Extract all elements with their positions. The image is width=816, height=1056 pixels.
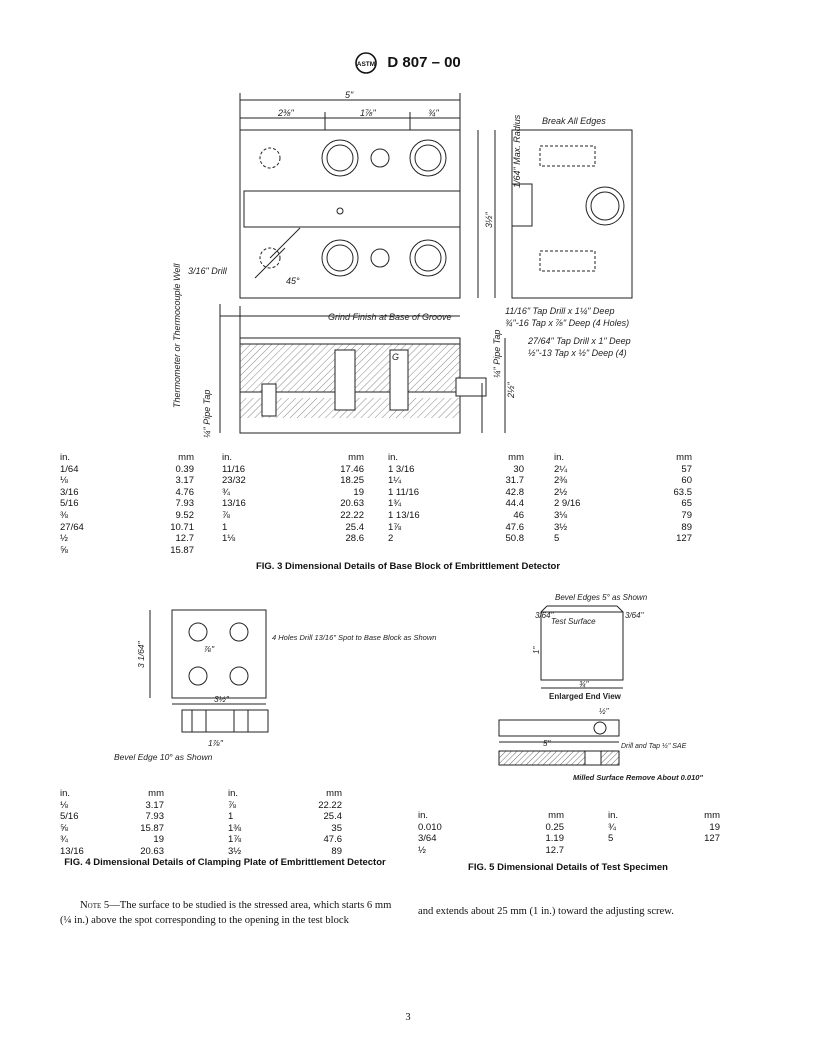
fig3-break-edges: Break All Edges bbox=[542, 116, 606, 126]
fig4-table-cell: 20.63 bbox=[140, 846, 164, 857]
fig4-table-cell: 3½ bbox=[228, 846, 242, 857]
fig3-pipe-tap-b: ¼" Pipe Tap bbox=[492, 329, 502, 378]
fig3-table-cell: 4.76 bbox=[175, 486, 194, 498]
fig3-table-cell: 44.4 bbox=[505, 498, 524, 510]
fig4-table-cell: 7.93 bbox=[145, 811, 164, 823]
fig3-thermo: Thermometer or Thermocouple Well bbox=[172, 263, 182, 408]
fig5-table-cell: 1.19 bbox=[545, 833, 564, 845]
fig5-table-cell: 12.7 bbox=[545, 844, 564, 856]
fig3-tap2: ¾"-16 Tap x ⅞" Deep (4 Holes) bbox=[505, 318, 630, 328]
fig3-table-cell: 20.63 bbox=[340, 498, 364, 510]
fig3-table-cell: ⅞ bbox=[222, 510, 230, 521]
fig4-table-cell: 35 bbox=[331, 822, 342, 834]
fig3-dim-d2: 1⅞" bbox=[360, 108, 376, 118]
fig4-table-header: mm bbox=[148, 788, 164, 799]
fig3-tap1: 11/16" Tap Drill x 1¼" Deep bbox=[505, 306, 615, 316]
fig3-table-cell: 42.8 bbox=[505, 486, 524, 498]
fig3-table-cell: 1 3/16 bbox=[388, 463, 415, 475]
fig4-bevel: Bevel Edge 10° as Shown bbox=[114, 752, 213, 762]
fig4-table-cell: 3.17 bbox=[145, 799, 164, 811]
fig5-half: ½" bbox=[599, 707, 609, 716]
fig3-table-header: in. bbox=[554, 452, 565, 463]
fig3-g-label: G bbox=[392, 352, 400, 362]
fig3-table-cell: 2⅜ bbox=[554, 475, 568, 487]
fig3-drill: 3/16" Drill bbox=[188, 266, 227, 276]
fig3-table-cell: 1 bbox=[222, 521, 228, 533]
fig3-table-cell: ½ bbox=[60, 533, 68, 545]
fig5-table-header: in. bbox=[608, 810, 619, 821]
fig3-table-cell: 1¾ bbox=[388, 498, 402, 510]
fig3-dim-d1: 2⅜" bbox=[278, 108, 294, 118]
fig5-table-header: mm bbox=[548, 810, 564, 821]
page-number: 3 bbox=[405, 1012, 411, 1023]
fig3-table-cell: 1/64 bbox=[60, 463, 79, 475]
fig3-dim-d3: ¾" bbox=[428, 108, 439, 118]
fig3-grind: Grind Finish at Base of Groove bbox=[328, 312, 452, 322]
fig3-table-cell: 7.93 bbox=[175, 498, 194, 510]
fig4-table-header: in. bbox=[228, 788, 239, 799]
fig3-table-cell: 2½ bbox=[554, 486, 568, 498]
note-5-text-right: and extends about 25 mm (1 in.) toward the adjusting screw. bbox=[418, 906, 674, 917]
fig3-table-cell: 3.17 bbox=[175, 475, 194, 487]
fig3-dim-overall: 5" bbox=[345, 90, 354, 100]
fig3-angle: 45° bbox=[286, 276, 300, 286]
fig3-table-cell: 60 bbox=[681, 475, 692, 487]
fig4-table-cell: 1⅜ bbox=[228, 822, 242, 834]
fig3-table-cell: 9.52 bbox=[175, 510, 194, 521]
fig3-h2: 3½" bbox=[484, 212, 494, 228]
fig4-table-header: mm bbox=[326, 788, 342, 799]
fig3-table-header: mm bbox=[178, 452, 194, 463]
fig5-table-cell: 0.25 bbox=[545, 821, 564, 833]
fig5-table-header: in. bbox=[418, 810, 429, 821]
fig5-end-view: Enlarged End View bbox=[549, 692, 621, 701]
fig3-table-cell: 25.4 bbox=[345, 521, 364, 533]
fig3-table-header: mm bbox=[676, 452, 692, 463]
fig4-table bbox=[60, 788, 380, 858]
fig5-table-cell: ¾ bbox=[608, 821, 616, 833]
fig3-table-cell: 30 bbox=[513, 463, 524, 475]
fig3-table-cell: 17.46 bbox=[340, 463, 364, 475]
fig5-drill: Drill and Tap ½" SAE bbox=[621, 743, 687, 750]
fig3-table-cell: 46 bbox=[513, 510, 524, 521]
fig4-table-cell: 5/16 bbox=[60, 811, 79, 823]
astm-logo-icon bbox=[355, 52, 377, 74]
note-5-label: Note 5 bbox=[80, 900, 110, 911]
note-5-text-left: —The surface to be studied is the stressed area, which starts 6 mm (¼ in.) above the spot corresponding to the opening in the test block bbox=[60, 900, 392, 926]
fig3-table-cell: 3/16 bbox=[60, 486, 79, 498]
fig5-table-cell: 3/64 bbox=[418, 833, 437, 845]
fig5-table-header: mm bbox=[704, 810, 720, 821]
fig4-table-cell: 1 bbox=[228, 811, 234, 823]
fig3-table-cell: 31.7 bbox=[505, 475, 524, 487]
fig4-caption: FIG. 4 Dimensional Details of Clamping Plate of Embrittlement Detector bbox=[64, 857, 386, 868]
fig3-table-cell: 3½ bbox=[554, 521, 568, 533]
fig3-pipe-tap-a: ¼" Pipe Tap bbox=[202, 389, 212, 438]
fig3-table-cell: 65 bbox=[681, 498, 692, 510]
svg-text:ASTM: ASTM bbox=[357, 61, 376, 68]
fig3-table-cell: 79 bbox=[681, 510, 692, 521]
page-header bbox=[0, 52, 816, 74]
fig3-table-cell: 1 11/16 bbox=[388, 486, 419, 498]
fig4-table-cell: 22.22 bbox=[318, 799, 342, 811]
note-5-right bbox=[418, 904, 758, 919]
fig3-table-header: in. bbox=[60, 452, 71, 463]
fig4-b: 1⅞" bbox=[208, 738, 223, 748]
fig3-table-header: in. bbox=[388, 452, 399, 463]
document-code: D 807 – 00 bbox=[387, 53, 461, 71]
fig3-table-cell: ⅜ bbox=[60, 510, 68, 521]
fig3-table-cell: 23/32 bbox=[222, 475, 246, 487]
fig3-table-cell: 3⅛ bbox=[554, 510, 568, 521]
fig3-table-header: mm bbox=[348, 452, 364, 463]
fig3-table-cell: ¾ bbox=[222, 486, 230, 498]
fig3-table-cell: ⅝ bbox=[60, 544, 68, 556]
fig5-caption: FIG. 5 Dimensional Details of Test Specimen bbox=[468, 862, 668, 873]
fig5-e1: 3/64" bbox=[535, 611, 554, 620]
fig3-table bbox=[60, 452, 760, 562]
fig3-table-cell: ⅛ bbox=[60, 475, 68, 487]
fig4-width: 3½" bbox=[214, 694, 229, 704]
fig3-table-cell: 13/16 bbox=[222, 498, 246, 510]
fig4-table-cell: 13/16 bbox=[60, 846, 84, 857]
fig3-table-header: in. bbox=[222, 452, 233, 463]
fig3-table-cell: 57 bbox=[681, 463, 692, 475]
fig5-drawing bbox=[495, 592, 703, 797]
fig3-table-cell: 22.22 bbox=[340, 510, 364, 521]
fig3-table-cell: 89 bbox=[681, 521, 692, 533]
fig3-table-cell: 2 bbox=[388, 533, 394, 545]
fig5-test-surface: Test Surface bbox=[551, 617, 596, 626]
fig4-table-cell: 89 bbox=[331, 846, 342, 857]
fig4-drawing bbox=[110, 598, 437, 773]
fig4-table-cell: 19 bbox=[153, 834, 164, 846]
fig3-table-cell: 28.6 bbox=[345, 533, 364, 545]
fig3-h1: 2½" bbox=[506, 382, 516, 398]
fig4-table-cell: 25.4 bbox=[323, 811, 342, 823]
fig3-table-cell: 5 bbox=[554, 533, 560, 545]
fig3-table-cell: 1⅛ bbox=[222, 533, 236, 545]
fig4-table-cell: ⅝ bbox=[60, 822, 68, 834]
fig5-table-cell: 19 bbox=[709, 821, 720, 833]
fig3-radius: 1/64" Max. Radius bbox=[512, 114, 522, 188]
fig3-table-cell: 1 13/16 bbox=[388, 510, 420, 521]
fig4-table-cell: 47.6 bbox=[323, 834, 342, 846]
fig3-table-cell: 63.5 bbox=[673, 486, 692, 498]
fig3-table-cell: 2¼ bbox=[554, 463, 568, 475]
fig3-table-header: mm bbox=[508, 452, 524, 463]
fig5-bevel: Bevel Edges 5° as Shown bbox=[555, 593, 648, 602]
fig5-width: ¾" bbox=[579, 680, 589, 689]
fig4-table-cell: ¾ bbox=[60, 834, 68, 846]
fig3-table-cell: 1¼ bbox=[388, 475, 402, 487]
fig5-len: 5" bbox=[543, 739, 551, 748]
fig5-table-cell: 5 bbox=[608, 833, 614, 845]
fig3-table-cell: 11/16 bbox=[222, 463, 246, 475]
fig3-table-cell: 127 bbox=[676, 533, 692, 545]
fig4-height: 3 1/64" bbox=[136, 641, 146, 668]
fig5-table bbox=[418, 810, 718, 856]
fig4-table-cell: 1⅞ bbox=[228, 834, 242, 846]
fig3-table-cell: 15.87 bbox=[170, 544, 194, 556]
fig3-table-cell: 2 9/16 bbox=[554, 498, 581, 510]
fig4-table-cell: 15.87 bbox=[140, 822, 164, 834]
fig3-table-cell: 0.39 bbox=[175, 463, 194, 475]
note-5-left bbox=[60, 898, 400, 928]
fig3-tap3: 27/64" Tap Drill x 1" Deep bbox=[528, 336, 631, 346]
fig3-table-cell: 18.25 bbox=[340, 475, 364, 487]
fig5-table-cell: ½ bbox=[418, 844, 426, 856]
fig3-table-cell: 1⅞ bbox=[388, 521, 402, 533]
fig3-table-cell: 19 bbox=[353, 486, 364, 498]
fig3-table-cell: 47.6 bbox=[505, 521, 524, 533]
fig3-caption: FIG. 3 Dimensional Details of Base Block of Embrittlement Detector bbox=[255, 561, 561, 572]
fig3-table-cell: 27/64 bbox=[60, 521, 84, 533]
fig4-table-cell: ⅛ bbox=[60, 799, 68, 811]
fig3-table-cell: 10.71 bbox=[170, 521, 194, 533]
fig4-table-cell: ⅞ bbox=[228, 799, 236, 811]
fig5-height: 1" bbox=[532, 646, 541, 654]
fig4-table-header: in. bbox=[60, 788, 71, 799]
fig3-drawing bbox=[160, 88, 660, 443]
fig3-tap4: ½"-13 Tap x ½" Deep (4) bbox=[528, 348, 627, 358]
fig5-table-cell: 0.010 bbox=[418, 821, 442, 833]
fig5-table-cell: 127 bbox=[704, 833, 720, 845]
fig5-e2: 3/64" bbox=[625, 611, 644, 620]
fig3-table-cell: 12.7 bbox=[175, 533, 194, 545]
fig3-table-cell: 5/16 bbox=[60, 498, 79, 510]
fig4-a: ⅞" bbox=[204, 644, 215, 654]
fig4-holes: 4 Holes Drill 13/16" Spot to Base Block as Shown bbox=[272, 633, 437, 642]
fig3-table-cell: 50.8 bbox=[505, 533, 524, 545]
fig5-milled: Milled Surface Remove About 0.010" bbox=[573, 773, 703, 782]
